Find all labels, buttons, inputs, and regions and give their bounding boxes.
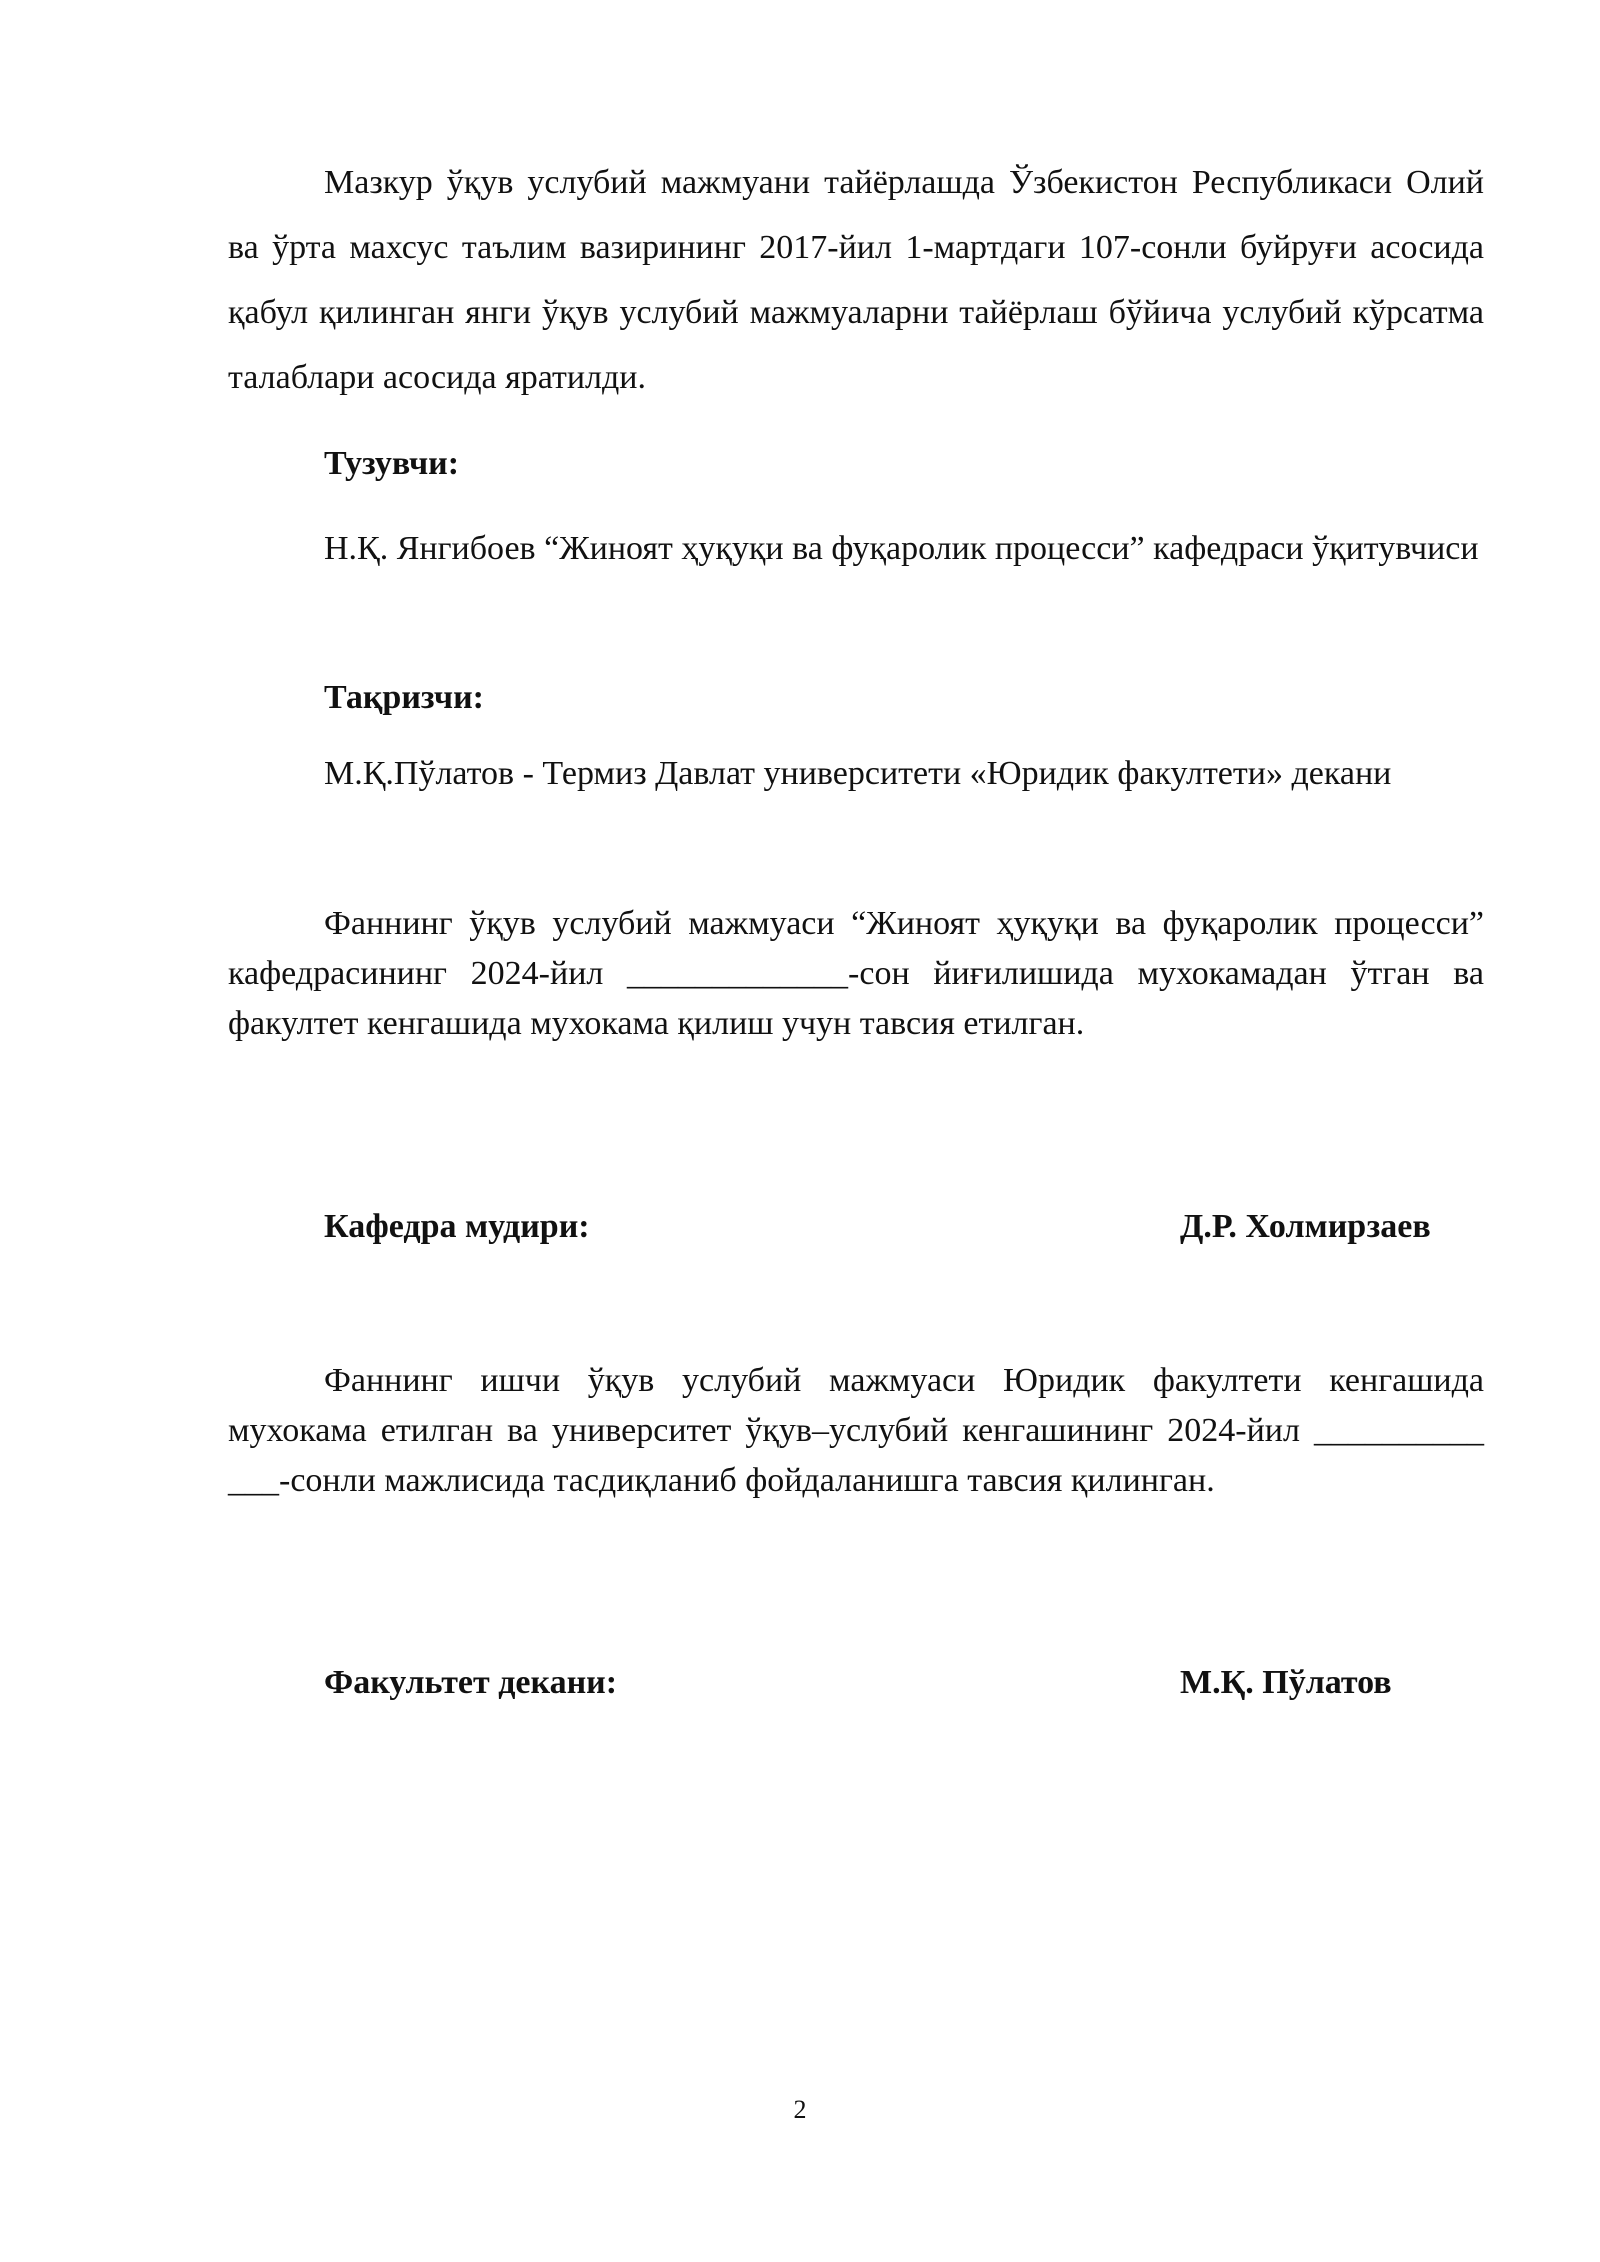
compiler-paragraph: Н.Қ. Янгибоев “Жиноят ҳуқуқи ва фуқаролик процесси” кафедраси ўқитувчиси [324,530,1479,567]
intro-paragraph: Мазкур ўқув услубий мажмуани тайёрлашда Ўзбекистон Республикаси Олий ва ўрта махсус таълим вазирининг 2017-йил 1-мартдаги 107-сонли буйруғи асосида қабул қилинган янги ўқув услубий мажмуаларни тайёрлаш бўйича услубий кўрсатма талаблари асосида яратилди. [228,164,1484,396]
department-head-label: Кафедра мудири: [324,1208,590,1245]
department-head-name: Д.Р. Холмирзаев [1180,1208,1431,1245]
reviewer-paragraph: М.Қ.Пўлатов - Термиз Давлат университети «Юридик факултети» декани [324,755,1392,792]
page-number: 2 [793,2095,807,2124]
reviewer-heading: Тақризчи: [324,679,484,716]
council-approval-paragraph: Фаннинг ишчи ўқув услубий мажмуаси Юридик факултети кенгашида мухокама етилган ва университет ўқув–услубий кенгашининг 2024-йил __________ ___-сонли мажлисида тасдиқланиб фойдаланишга тавсия қилинган. [228,1362,1484,1499]
compiler-heading: Тузувчи: [324,445,460,482]
department-approval-paragraph: Фаннинг ўқув услубий мажмуаси “Жиноят ҳуқуқи ва фуқаролик процесси” кафедрасининг 2024-йил _____________-сон йиғилишида мухокамадан ўтган ва факултет кенгашида мухокама қилиш учун тавсия етилган. [228,905,1484,1042]
dean-label: Факультет декани: [324,1664,618,1701]
dean-name: М.Қ. Пўлатов [1180,1664,1392,1701]
